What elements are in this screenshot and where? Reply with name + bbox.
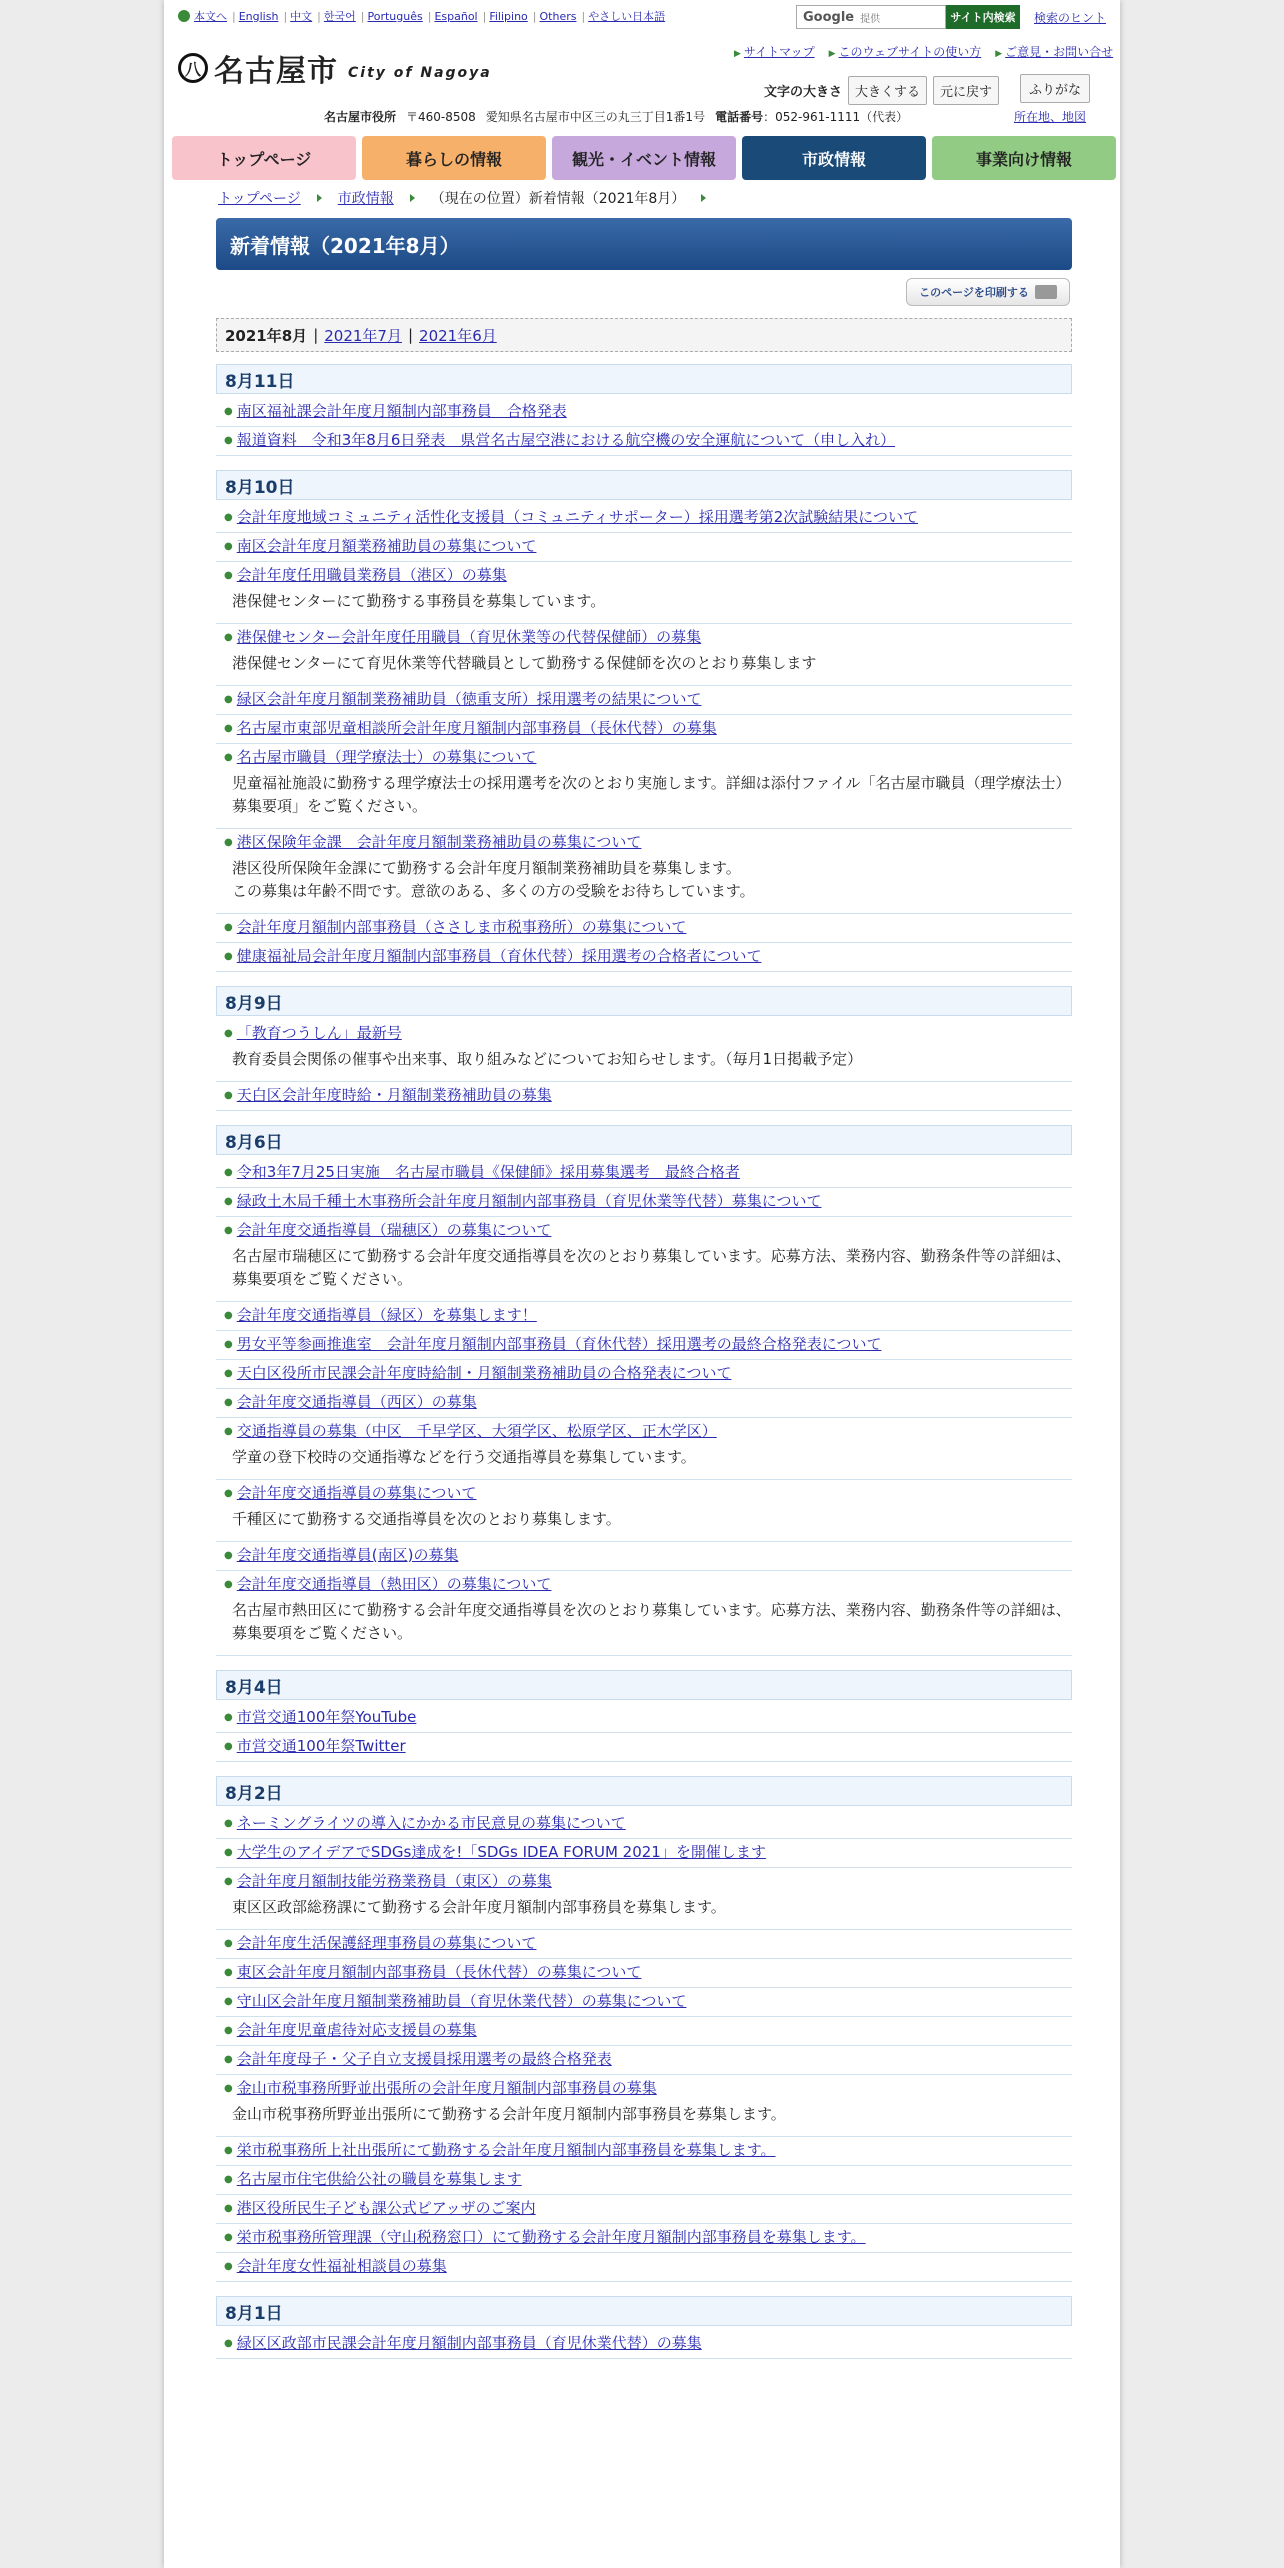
news-link[interactable]: 港区保険年金課 会計年度月額制業務補助員の募集について (236, 833, 642, 851)
list-item (216, 398, 1072, 427)
logo-jp: 名古屋市 (214, 54, 338, 89)
list-item (216, 943, 1072, 972)
bullet-icon: ● (224, 1876, 233, 1887)
chevron-right-icon (410, 194, 415, 202)
news-description: 港保健センターにて勤務する事務員を募集しています。 (232, 592, 606, 610)
list-item (216, 1810, 1072, 1839)
list-item (216, 1188, 1072, 1217)
news-link[interactable]: 南区会計年度月額業務補助員の募集について (236, 537, 537, 555)
news-link[interactable]: 「教育つうしん」最新号 (236, 1024, 402, 1042)
list-item (216, 1868, 1072, 1930)
list-item (216, 1159, 1072, 1188)
bullet-icon: ● (224, 1847, 233, 1858)
news-link[interactable]: 港保健センター会計年度任用職員（育児休業等の代替保健師）の募集 (236, 628, 702, 646)
page (164, 0, 1120, 2568)
bullet-icon: ● (224, 1712, 233, 1723)
news-link[interactable]: 港区役所民生子ども課公式ピアッザのご案内 (236, 2199, 536, 2217)
news-link[interactable]: 天白区会計年度時給・月額制業務補助員の募集 (236, 1086, 552, 1104)
font-bigger-button[interactable]: 大きくする (848, 76, 927, 105)
news-link[interactable]: 会計年度月額制内部事務員（ささしま市税事務所）の募集について (236, 918, 687, 936)
bullet-icon: ● (224, 1426, 233, 1437)
bullet-icon: ● (224, 1996, 233, 2007)
font-reset-button[interactable]: 元に戻す (933, 76, 999, 105)
site-header (164, 0, 1120, 132)
month-selector: 2021年8月 | 2021年7月 | 2021年6月 (216, 318, 1072, 352)
list-item (216, 624, 1072, 686)
news-link[interactable]: 会計年度交通指導員（西区）の募集 (236, 1393, 477, 1411)
news-link[interactable]: 会計年度母子・父子自立支援員採用選考の最終合格発表 (236, 2050, 612, 2068)
news-link[interactable]: 金山市税事務所野並出張所の会計年度月額制内部事務員の募集 (236, 2079, 657, 2097)
furigana-button[interactable]: ふりがな (1020, 74, 1090, 103)
search-button[interactable]: サイト内検索 (946, 5, 1020, 29)
bullet-icon: ● (224, 1818, 233, 1829)
globe-icon (178, 10, 190, 22)
bullet-icon: ● (224, 435, 233, 446)
breadcrumb-current: （現在の位置）新着情報（2021年8月） (430, 191, 686, 207)
sitemap-link[interactable]: サイトマップ (743, 45, 815, 59)
nav-city-admin[interactable]: 市政情報 (742, 136, 926, 180)
news-link[interactable]: 会計年度地域コミュニティ活性化支援員（コミュニティサポーター）採用選考第2次試験結果について (236, 508, 918, 526)
chevron-right-icon (317, 194, 322, 202)
news-link[interactable]: 天白区役所市民課会計年度時給制・月額制業務補助員の合格発表について (236, 1364, 732, 1382)
day-heading: 8月11日 (216, 364, 1072, 394)
news-link[interactable]: 報道資料 令和3年8月6日発表 県営名古屋空港における航空機の安全運航について（申し入れ） (236, 431, 896, 449)
lang-others[interactable]: Others (539, 9, 577, 23)
news-description: 東区区政部総務課にて勤務する会計年度月額制内部事務員を募集します。 (232, 1898, 726, 1916)
list-item (216, 427, 1072, 456)
bullet-icon: ● (224, 2203, 233, 2214)
news-link[interactable]: 健康福祉局会計年度月額制内部事務員（育休代替）採用選考の合格者について (236, 947, 762, 965)
chevron-right-icon (701, 194, 706, 202)
news-link[interactable]: 交通指導員の募集（中区 千早学区、大須学区、松原学区、正木学区） (236, 1422, 717, 1440)
font-size-control (764, 76, 999, 105)
contact-link[interactable]: ご意見・お問い合せ (1005, 45, 1114, 59)
list-item (216, 1389, 1072, 1418)
list-item (216, 1480, 1072, 1542)
news-link[interactable]: 会計年度交通指導員(南区)の募集 (236, 1546, 459, 1564)
news-link[interactable]: 栄市税事務所管理課（守山税務窓口）にて勤務する会計年度月額制内部事務員を募集します。 (236, 2228, 866, 2246)
bullet-icon: ● (224, 2232, 233, 2243)
lang-spanish[interactable]: Español (434, 9, 478, 23)
nav-tourism[interactable]: 観光・イベント情報 (552, 136, 736, 180)
day-heading: 8月9日 (216, 986, 1072, 1016)
bullet-icon: ● (224, 632, 233, 643)
lang-english[interactable]: English (238, 9, 279, 23)
news-link[interactable]: 緑区会計年度月額制業務補助員（徳重支所）採用選考の結果について (236, 690, 702, 708)
news-link[interactable]: 会計年度交通指導員（瑞穂区）の募集について (236, 1221, 552, 1239)
news-link[interactable]: 大学生のアイデアでSDGs達成を!「SDGs IDEA FORUM 2021」を開催します (236, 1843, 766, 1861)
news-description: 教育委員会関係の催事や出来事、取り組みなどについてお知らせします。（毎月1日掲載予定） (232, 1050, 863, 1068)
address-text: 愛知県名古屋市中区三の丸三丁目1番1号 (485, 110, 706, 124)
skip-to-content-link[interactable]: 本文へ (194, 10, 227, 23)
list-item (216, 2330, 1072, 2359)
day-heading: 8月1日 (216, 2296, 1072, 2326)
arrow-icon: ▶ (734, 49, 741, 59)
list-item (216, 504, 1072, 533)
list-item (216, 914, 1072, 943)
news-description: 名古屋市熱田区にて勤務する会計年度交通指導員を次のとおり募集しています。応募方法、業務内容、勤務条件等の詳細は、募集要項をご覧ください。 (232, 1601, 1071, 1642)
bullet-icon: ● (224, 1579, 233, 1590)
bullet-icon: ● (224, 1196, 233, 1207)
site-logo[interactable] (178, 46, 492, 90)
breadcrumb-section[interactable]: 市政情報 (337, 191, 394, 207)
news-list (216, 364, 1072, 2373)
arrow-icon: ▶ (828, 49, 836, 59)
tel-label: 電話番号 (715, 110, 764, 124)
print-label: このページを印刷する (919, 286, 1029, 299)
news-link[interactable]: 市営交通100年祭YouTube (236, 1708, 417, 1726)
arrow-icon: ▶ (995, 49, 1003, 59)
bullet-icon: ● (224, 1090, 233, 1101)
howto-link[interactable]: このウェブサイトの使い方 (838, 45, 982, 59)
bullet-icon: ● (224, 723, 233, 734)
news-description: 港区役所保険年金課にて勤務する会計年度月額制業務補助員を募集します。 この募集は年齢不問です。意欲のある、多くの方の受験をお待ちしています。 (232, 859, 755, 900)
logo-en: City of Nagoya (348, 65, 492, 81)
bullet-icon: ● (224, 694, 233, 705)
lang-portuguese[interactable]: Português (367, 9, 423, 23)
bullet-icon: ● (224, 1488, 233, 1499)
day-heading: 8月2日 (216, 1776, 1072, 1806)
list-item (216, 2224, 1072, 2253)
list-item (216, 1418, 1072, 1480)
day-section (216, 1125, 1072, 1670)
news-link[interactable]: 会計年度任用職員業務員（港区）の募集 (236, 566, 507, 584)
list-item (216, 744, 1072, 829)
bullet-icon: ● (224, 1028, 233, 1039)
list-item (216, 1733, 1072, 1762)
list-item (216, 1988, 1072, 2017)
list-item (216, 1571, 1072, 1656)
lang-korean[interactable]: 한국어 (323, 10, 356, 23)
news-description: 児童福祉施設に勤務する理学療法士の採用選考を次のとおり実施します。詳細は添付ファイル「名古屋市職員（理学療法士）募集要項」をご覧ください。 (232, 774, 1071, 815)
day-section (216, 364, 1072, 470)
lang-chinese[interactable]: 中文 (290, 10, 313, 23)
month-link-june[interactable]: 2021年6月 (419, 326, 497, 345)
bullet-icon: ● (224, 1167, 233, 1178)
bullet-icon: ● (224, 922, 233, 933)
list-item (216, 1331, 1072, 1360)
bullet-icon: ● (224, 1550, 233, 1561)
list-item (216, 1082, 1072, 1111)
list-item (216, 2046, 1072, 2075)
list-item (216, 829, 1072, 914)
news-link[interactable]: 名古屋市東部児童相談所会計年度月額制内部事務員（長休代替）の募集 (236, 719, 717, 737)
list-item (216, 562, 1072, 624)
bullet-icon: ● (224, 1225, 233, 1236)
news-description: 港保健センターにて育児休業等代替職員として勤務する保健師を次のとおり募集します (232, 654, 817, 672)
news-link[interactable]: 緑区区政部市民課会計年度月額制内部事務員（育児休業代替）の募集 (236, 2334, 702, 2352)
bullet-icon: ● (224, 752, 233, 763)
news-link[interactable]: 栄市税事務所上社出張所にて勤務する会計年度月額制内部事務員を募集します。 (236, 2141, 776, 2159)
nav-living[interactable]: 暮らしの情報 (362, 136, 546, 180)
language-bar: 本文へ | English | 中文 | 한국어 | Português | Español | Filipino | Others | やさしい日本語 (178, 8, 667, 24)
bullet-icon: ● (224, 1938, 233, 1949)
list-item (216, 1930, 1072, 1959)
news-link[interactable]: 東区会計年度月額制内部事務員（長休代替）の募集について (236, 1963, 642, 1981)
search-input[interactable] (796, 5, 946, 29)
news-link[interactable]: 市営交通100年祭Twitter (236, 1737, 406, 1755)
bullet-icon: ● (224, 1339, 233, 1350)
nav-top[interactable]: トップページ (172, 136, 356, 180)
month-current: 2021年8月 (225, 326, 308, 345)
search-hint-link[interactable]: 検索のヒント (1034, 11, 1107, 25)
news-link[interactable]: 会計年度交通指導員の募集について (236, 1484, 477, 1502)
news-link[interactable]: 会計年度交通指導員（緑区）を募集します！ (236, 1306, 537, 1324)
bullet-icon: ● (224, 2174, 233, 2185)
news-link[interactable]: 名古屋市職員（理学療法士）の募集について (236, 748, 537, 766)
bullet-icon: ● (224, 2025, 233, 2036)
news-link[interactable]: 守山区会計年度月額制業務補助員（育児休業代替）の募集について (236, 1992, 687, 2010)
news-link[interactable]: ネーミングライツの導入にかかる市民意見の募集について (236, 1814, 626, 1832)
bullet-icon: ● (224, 1368, 233, 1379)
breadcrumb-home[interactable]: トップページ (218, 191, 301, 207)
search-placeholder: 提供 (860, 13, 881, 25)
day-heading: 8月4日 (216, 1670, 1072, 1700)
bullet-icon: ● (224, 2261, 233, 2272)
bullet-icon: ● (224, 1397, 233, 1408)
news-link[interactable]: 男女平等参画推進室 会計年度月額制内部事務員（育休代替）採用選考の最終合格発表について (236, 1335, 882, 1353)
list-item (216, 2017, 1072, 2046)
tel-number: ：052-961-1111（代表） (763, 110, 909, 124)
bullet-icon: ● (224, 541, 233, 552)
bullet-icon: ● (224, 1741, 233, 1752)
zip-code: 〒460-8508 (406, 110, 476, 124)
nav-business[interactable]: 事業向け情報 (932, 136, 1116, 180)
city-emblem-icon: 八 (178, 53, 208, 83)
list-item (216, 2253, 1072, 2282)
list-item (216, 1542, 1072, 1571)
news-link[interactable]: 会計年度生活保護経理事務員の募集について (236, 1934, 537, 1952)
list-item (216, 2195, 1072, 2224)
news-link[interactable]: 会計年度交通指導員（熱田区）の募集について (236, 1575, 552, 1593)
day-section (216, 2296, 1072, 2373)
news-link[interactable]: 会計年度女性福祉相談員の募集 (236, 2257, 447, 2275)
list-item (216, 2075, 1072, 2137)
news-link[interactable]: 南区福祉課会計年度月額制内部事務員 合格発表 (236, 402, 567, 420)
news-link[interactable]: 令和3年7月25日実施 名古屋市職員《保健師》採用募集選考 最終合格者 (236, 1163, 740, 1181)
bullet-icon: ● (224, 2145, 233, 2156)
list-item (216, 1704, 1072, 1733)
breadcrumb (218, 188, 714, 208)
news-description: 金山市税事務所野並出張所にて勤務する会計年度月額制内部事務員を募集します。 (232, 2105, 786, 2123)
bullet-icon: ● (224, 1310, 233, 1321)
map-link[interactable]: 所在地、地図 (1014, 110, 1087, 124)
bullet-icon: ● (224, 837, 233, 848)
bullet-icon: ● (224, 1967, 233, 1978)
list-item (216, 715, 1072, 744)
bullet-icon: ● (224, 512, 233, 523)
list-item (216, 1959, 1072, 1988)
day-section (216, 1670, 1072, 1776)
office-address (324, 108, 908, 125)
news-description: 学童の登下校時の交通指導などを行う交通指導員を募集しています。 (232, 1448, 696, 1466)
printer-icon (1035, 285, 1057, 299)
list-item (216, 1839, 1072, 1868)
list-item (216, 686, 1072, 715)
day-heading: 8月6日 (216, 1125, 1072, 1155)
news-description: 名古屋市瑞穂区にて勤務する会計年度交通指導員を次のとおり募集しています。応募方法、業務内容、勤務条件等の詳細は、募集要項をご覧ください。 (232, 1247, 1071, 1288)
list-item (216, 533, 1072, 562)
lang-easy-japanese[interactable]: やさしい日本語 (588, 10, 666, 23)
list-item (216, 2137, 1072, 2166)
news-link[interactable]: 会計年度月額制技能労務業務員（東区）の募集 (236, 1872, 552, 1890)
list-item (216, 1217, 1072, 1302)
news-link[interactable]: 名古屋市住宅供給公社の職員を募集します (236, 2170, 522, 2188)
day-heading: 8月10日 (216, 470, 1072, 500)
bullet-icon: ● (224, 2083, 233, 2094)
day-section (216, 986, 1072, 1125)
main-nav (172, 136, 1116, 180)
list-item (216, 1020, 1072, 1082)
day-section (216, 1776, 1072, 2296)
bullet-icon: ● (224, 2338, 233, 2349)
day-section (216, 470, 1072, 986)
print-button[interactable] (906, 278, 1070, 306)
news-description: 千種区にて勤務する交通指導員を次のとおり募集します。 (232, 1510, 621, 1528)
news-link[interactable]: 緑政土木局千種土木事務所会計年度月額制内部事務員（育児休業等代替）募集について (236, 1192, 822, 1210)
list-item (216, 2166, 1072, 2195)
bullet-icon: ● (224, 406, 233, 417)
office-name: 名古屋市役所 (324, 110, 397, 124)
news-link[interactable]: 会計年度児童虐待対応支援員の募集 (236, 2021, 477, 2039)
bullet-icon: ● (224, 2054, 233, 2065)
utility-links (734, 43, 1113, 60)
list-item (216, 1360, 1072, 1389)
google-label: Google (803, 9, 855, 25)
bullet-icon: ● (224, 570, 233, 581)
page-title: 新着情報（2021年8月） (216, 218, 1072, 270)
month-link-july[interactable]: 2021年7月 (324, 326, 402, 345)
lang-filipino[interactable]: Filipino (489, 9, 528, 23)
font-size-label: 文字の大きさ (764, 85, 843, 100)
list-item (216, 1302, 1072, 1331)
bullet-icon: ● (224, 951, 233, 962)
